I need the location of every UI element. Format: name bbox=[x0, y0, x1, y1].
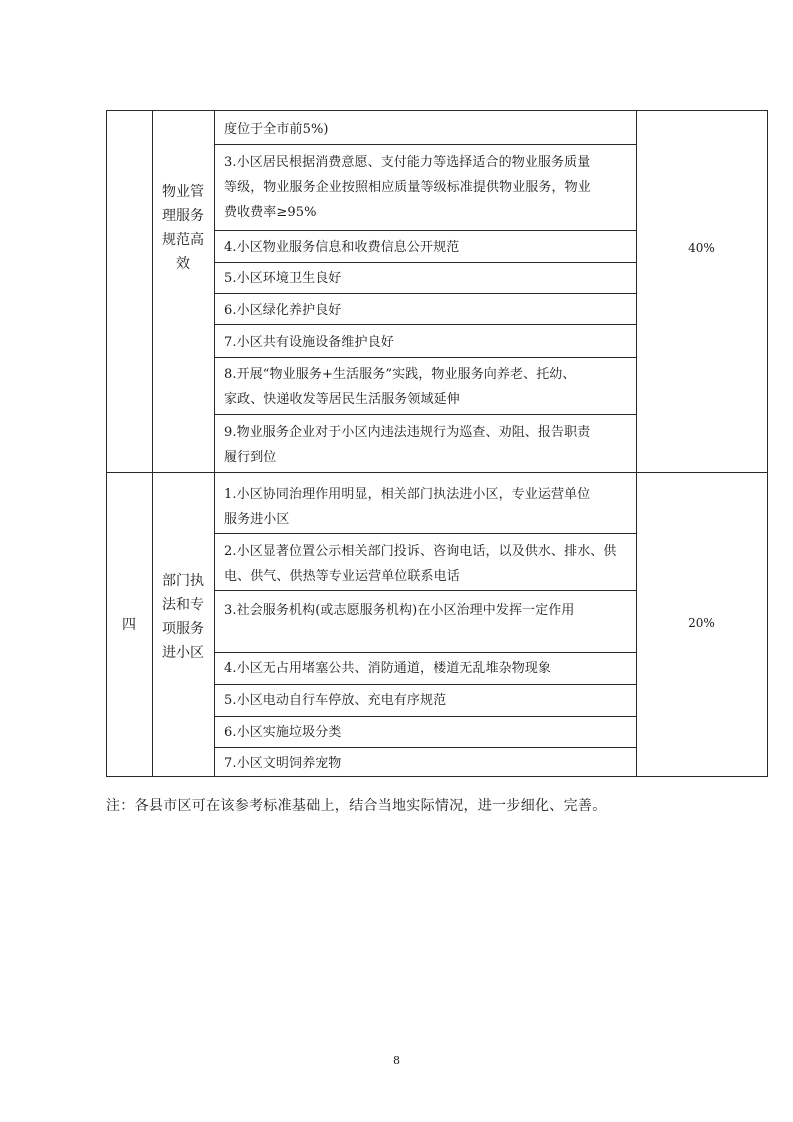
weight-value: 40% bbox=[688, 241, 715, 255]
category-line: 理服务 bbox=[162, 208, 204, 224]
item-separator bbox=[214, 414, 636, 415]
table-border-bottom bbox=[106, 776, 768, 777]
item-line: 8.开展“物业服务+生活服务”实践，物业服务向养老、托幼、 bbox=[224, 367, 576, 382]
criteria-item bbox=[224, 539, 634, 589]
item-line: 5.小区电动自行车停放、充电有序规范 bbox=[224, 693, 447, 708]
category-line: 法和专 bbox=[162, 597, 204, 613]
criteria-item bbox=[224, 117, 634, 142]
criteria-item bbox=[224, 298, 634, 323]
category-label bbox=[152, 569, 214, 665]
item-line: 电、供气、供热等专业运营单位联系电话 bbox=[224, 569, 460, 584]
criteria-item bbox=[224, 330, 634, 355]
item-line: 6.小区实施垃圾分类 bbox=[224, 725, 342, 740]
footnote: 注：各县市区可在该参考标准基础上，结合当地实际情况，进一步细化、完善。 bbox=[106, 798, 607, 814]
category-line: 项服务 bbox=[162, 621, 204, 637]
category-line: 规范高 bbox=[162, 232, 204, 248]
criteria-item bbox=[224, 656, 634, 681]
table-border-left bbox=[106, 110, 107, 776]
criteria-item bbox=[224, 482, 634, 532]
item-separator bbox=[214, 533, 636, 534]
table-border-top bbox=[106, 110, 768, 111]
category-line: 效 bbox=[176, 256, 190, 272]
item-separator bbox=[214, 262, 636, 263]
criteria-item bbox=[224, 362, 634, 412]
section-number: 四 bbox=[122, 617, 136, 633]
table-border-right bbox=[767, 110, 768, 776]
page-number: 8 bbox=[393, 1054, 400, 1067]
item-line: 4.小区无占用堵塞公共、消防通道，楼道无乱堆杂物现象 bbox=[224, 661, 552, 676]
item-line: 履行到位 bbox=[224, 450, 277, 465]
item-separator bbox=[214, 357, 636, 358]
item-line: 2.小区显著位置公示相关部门投诉、咨询电话，以及供水、排水、供 bbox=[224, 544, 617, 559]
criteria-item bbox=[224, 235, 634, 260]
criteria-item bbox=[224, 420, 634, 470]
criteria-item bbox=[224, 150, 634, 225]
category-label bbox=[152, 180, 214, 276]
item-separator bbox=[214, 293, 636, 294]
table-border-section-divider bbox=[106, 472, 768, 473]
item-line: 服务进小区 bbox=[224, 512, 290, 527]
weight-value: 20% bbox=[688, 616, 715, 630]
item-separator bbox=[214, 684, 636, 685]
item-line: 7.小区共有设施设备维护良好 bbox=[224, 335, 394, 350]
table-border-items-col bbox=[636, 110, 637, 776]
item-line: 7.小区文明饲养宠物 bbox=[224, 756, 342, 771]
item-line: 3.小区居民根据消费意愿、支付能力等选择适合的物业服务质量 bbox=[224, 155, 591, 170]
item-line: 5.小区环境卫生良好 bbox=[224, 271, 342, 286]
criteria-item bbox=[224, 688, 634, 713]
criteria-item bbox=[224, 266, 634, 291]
item-separator bbox=[214, 590, 636, 591]
item-separator bbox=[214, 324, 636, 325]
item-line: 9.物业服务企业对于小区内违法违规行为巡查、劝阻、报告职责 bbox=[224, 425, 591, 440]
item-line: 1.小区协同治理作用明显，相关部门执法进小区，专业运营单位 bbox=[224, 487, 591, 502]
item-separator bbox=[214, 144, 636, 145]
item-separator bbox=[214, 747, 636, 748]
item-line: 等级，物业服务企业按照相应质量等级标准提供物业服务，物业 bbox=[224, 180, 591, 195]
item-line: 度位于全市前5%) bbox=[224, 122, 329, 137]
item-line: 4.小区物业服务信息和收费信息公开规范 bbox=[224, 240, 460, 255]
item-line: 家政、快递收发等居民生活服务领域延伸 bbox=[224, 392, 460, 407]
item-line: 3.社会服务机构(或志愿服务机构)在小区治理中发挥一定作用 bbox=[224, 603, 575, 618]
item-line: 6.小区绿化养护良好 bbox=[224, 303, 342, 318]
item-separator bbox=[214, 652, 636, 653]
item-line: 费收费率≥95% bbox=[224, 205, 317, 220]
item-separator bbox=[214, 230, 636, 231]
category-line: 物业管 bbox=[162, 184, 204, 200]
criteria-item bbox=[224, 720, 634, 745]
item-separator bbox=[214, 716, 636, 717]
category-line: 进小区 bbox=[162, 645, 204, 661]
category-line: 部门执 bbox=[162, 573, 204, 589]
criteria-item bbox=[224, 751, 634, 776]
table-border-category-col bbox=[214, 110, 215, 776]
criteria-item bbox=[224, 598, 634, 623]
